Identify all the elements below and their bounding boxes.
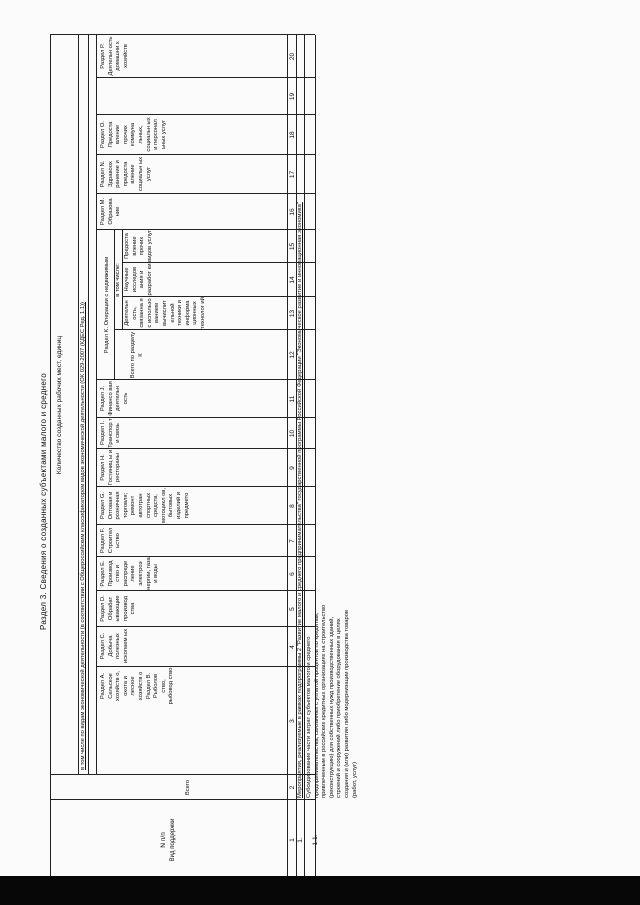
section-c-header: Раздел C. Добыча полезных ископаем ых: [100, 628, 129, 664]
numbers-row-top: [287, 35, 288, 880]
col-rule-g: [96, 524, 315, 525]
row-1-1-number: 1.1.: [312, 834, 319, 846]
col-number-13: 13: [289, 309, 296, 318]
section-m-header: Раздел M. Образова ние: [100, 197, 122, 226]
section-k-subheader: в том числе:: [115, 263, 121, 297]
section-d-header: Раздел D. Обрабат ывающие производ ства: [100, 595, 137, 622]
col-number-20: 20: [289, 52, 296, 61]
col-number-7: 7: [289, 539, 296, 543]
section-i-header: Раздел I. Транспор т и связь: [100, 418, 122, 448]
row-1-1-text: Субсидирование части затрат субъектов малого и среднего предпринимательства, связанных с уплатой процентов по кредитам, привлеченным в российских кредитных организациях на строительство (реконструкцию) для собственных нужд производственных зданий, строений и сооружений либо приобретение оборудования в целях создания и (или) развития либо модернизации производства товаров (работ, услуг): [306, 604, 358, 798]
table-right-border: [50, 34, 315, 35]
section-k-sub-research: Научные исследов ания и разработ ки: [124, 263, 153, 296]
section-k-sub-other: Предоста вление прочих видов услуг: [124, 230, 153, 262]
col-rule-b: [50, 774, 315, 775]
by-activity-header: в том числе по видам экономической деятельности (в соответствии с Общероссийским классификатором видов экономической деятельности (ОК 029-2007 (КДЕС Ред. 1.1)): [80, 302, 86, 770]
section-e-header: Раздел E. Производ ство и распреде ление электроэ нергии, газа и воды: [100, 557, 160, 590]
col-number-9: 9: [289, 466, 296, 470]
header-rule-1: [78, 35, 79, 775]
number-header: N п/п: [160, 832, 167, 848]
section-n-header: Раздел N. Здравоох ранение и предоста вление социальн ых услуг: [100, 156, 152, 192]
col-number-4: 4: [289, 645, 296, 649]
col-number-8: 8: [289, 504, 296, 508]
col-number-2: 2: [289, 785, 296, 790]
col-rule-s: [96, 77, 315, 78]
scan-bottom-edge: [0, 876, 640, 905]
section-k-total: Всего по разделу К: [130, 331, 144, 379]
col-rule-i: [96, 448, 315, 449]
col-number-19: 19: [289, 92, 296, 101]
section-f-header: Раздел F. Строител ьство: [100, 527, 122, 554]
total-header: Всего: [185, 779, 191, 796]
col-number-5: 5: [289, 607, 296, 611]
section-a-header: Раздел А. Сельское хозяйств о, охота и лесное хозяйств о Раздел B. Рыболов ство, рыбовод ство: [100, 667, 175, 705]
col-number-6: 6: [289, 572, 296, 576]
section-j-header: Раздел J. Финансо вая деятельн ость: [100, 381, 129, 416]
section-title: Раздел 3. Сведения о созданных субъектами малого и среднего: [39, 373, 48, 630]
table-top-border: [50, 35, 51, 880]
col-number-1: 1: [289, 838, 296, 842]
section-g-header: Раздел G. Оптовая и розничная торговля; ремонт автотран спортных средств, мотоцикл ов, бытовых изделий и предмето: [100, 488, 190, 523]
col-number-16: 16: [289, 208, 296, 216]
col-number-15: 15: [289, 242, 296, 251]
col-number-14: 14: [289, 276, 296, 284]
jobs-count-header: Количество созданных рабочих мест, единиц: [56, 335, 63, 475]
header-rule-3: [96, 35, 97, 775]
col-rule-j: [96, 417, 315, 418]
section-k-sub-it: Деятельн ость, связанна я с использо ванием вычислит ельной техники и информа ционных технолог ий: [124, 297, 206, 329]
section-k-header: Раздел K. Операции с недвижимым: [104, 256, 110, 354]
col-rule-a: [50, 799, 315, 800]
support-type-header: Вид поддержки: [170, 818, 176, 862]
section-o-header: Раздел O. Предоста вление прочих коммуна льных, социальн ых и персонал ьных услуг: [100, 117, 167, 152]
col-rule-p: [96, 193, 315, 194]
section-p-header: Раздел P. Деятельн ость домашни х хозяйств: [100, 36, 129, 76]
col-number-11: 11: [289, 395, 296, 403]
section-h-header: Раздел H. Гостиниц ы и рестораны: [100, 449, 122, 486]
col-number-12: 12: [289, 351, 296, 359]
col-number-10: 10: [289, 429, 296, 438]
col-number-17: 17: [289, 170, 296, 179]
header-rule-2: [88, 35, 89, 775]
col-number-18: 18: [289, 131, 296, 139]
col-rule-l: [114, 329, 315, 330]
row-1-number: 1.: [297, 837, 304, 843]
row-1-text: Мероприятия, реализуемые в рамках подпрограммы 2 "Развитие малого и среднего предпринимательства" государственной программы Российской Федерации "Экономическое развитие и инновационная экономика": [297, 202, 303, 798]
col-number-3: 3: [289, 719, 296, 723]
